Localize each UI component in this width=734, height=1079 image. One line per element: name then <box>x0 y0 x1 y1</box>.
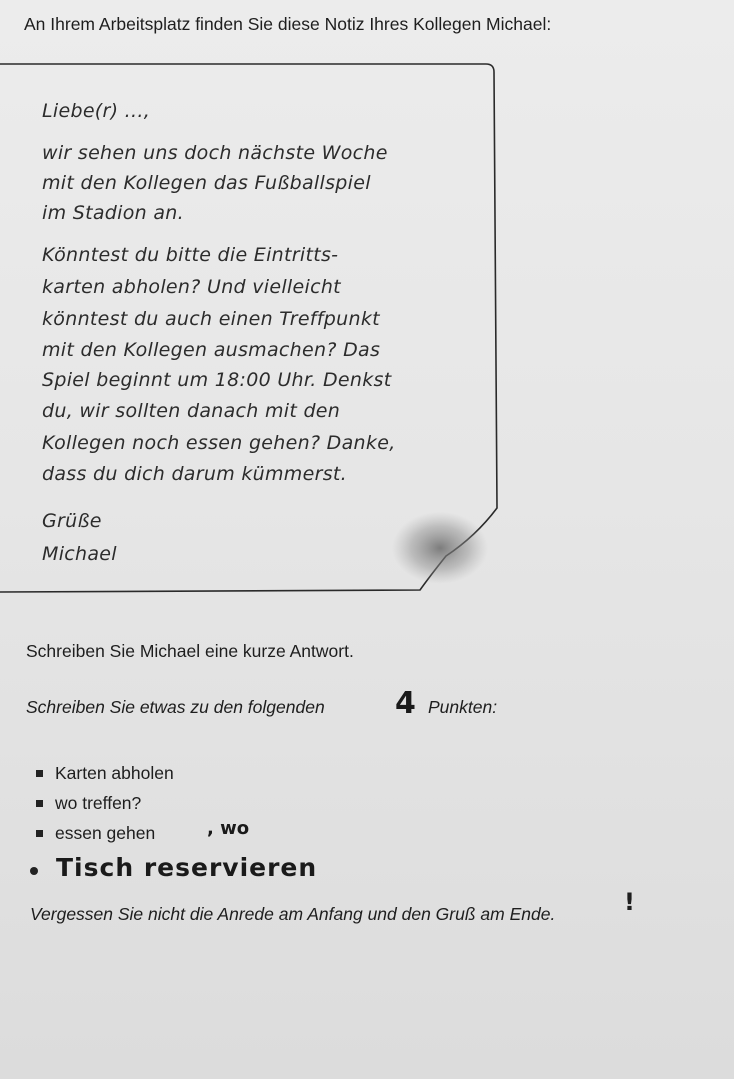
note-line: Könntest du bitte die Eintritts- <box>42 244 339 266</box>
handwritten-exclamation: ! <box>624 888 635 916</box>
note-line: im Stadion an. <box>42 202 184 224</box>
bullet-icon <box>36 830 43 837</box>
note-signature: Michael <box>42 543 117 565</box>
task-points-intro: Schreiben Sie etwas zu den folgenden <box>26 697 325 717</box>
note-line: mit den Kollegen ausmachen? Das <box>42 339 381 361</box>
list-item: wo treffen? <box>55 793 142 813</box>
handwritten-list-item: Tisch reservieren <box>56 853 318 882</box>
note-line: karten abholen? Und vielleicht <box>42 276 341 298</box>
note-line: Kollegen noch essen gehen? Danke, <box>42 432 396 454</box>
handwritten-addition: , wo <box>207 818 250 839</box>
final-reminder: Vergessen Sie nicht die Anrede am Anfang und den Gruß am Ende. <box>30 904 556 924</box>
note-line: du, wir sollten danach mit den <box>42 400 341 422</box>
note-line: wir sehen uns doch nächste Woche <box>42 142 388 164</box>
task-points-intro-end: Punkten: <box>428 697 498 717</box>
instruction-intro: An Ihrem Arbeitsplatz finden Sie diese Notiz Ihres Kollegen Michael: <box>24 14 552 34</box>
bullet-icon <box>36 770 43 777</box>
bullet-icon <box>30 867 38 875</box>
handwritten-number: 4 <box>395 686 416 721</box>
note-line: mit den Kollegen das Fußballspiel <box>42 172 371 194</box>
bullet-icon <box>36 800 43 807</box>
note-line: Liebe(r) ..., <box>42 100 151 122</box>
note-line: könntest du auch einen Treffpunkt <box>42 308 380 330</box>
note-curl-shadow <box>392 512 488 584</box>
task-instruction: Schreiben Sie Michael eine kurze Antwort. <box>26 641 354 661</box>
note-greeting: Grüße <box>42 510 102 532</box>
list-item: Karten abholen <box>55 763 174 783</box>
note-line: Spiel beginnt um 18:00 Uhr. Denkst <box>42 369 392 391</box>
list-item: essen gehen <box>55 823 156 843</box>
note-line: dass du dich darum kümmerst. <box>42 463 348 485</box>
